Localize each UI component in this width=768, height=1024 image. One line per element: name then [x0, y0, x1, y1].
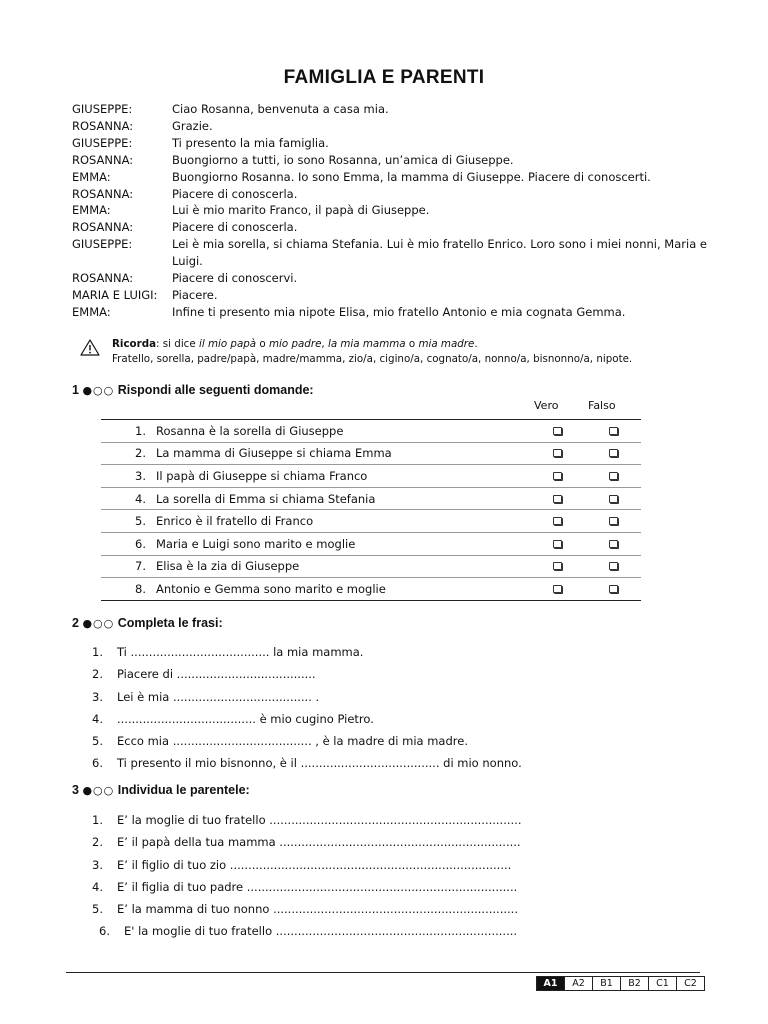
relations-list [92, 809, 562, 943]
item-text[interactable]: E’ il figlio di tuo zio ............................................................................. [117, 857, 512, 872]
speaker: ROSANNA: [72, 220, 134, 235]
table-row [101, 578, 641, 601]
true-checkbox[interactable] [553, 517, 562, 525]
note-line-2: Fratello, sorella, padre/papà, madre/mamma, zio/a, cigino/a, cognato/a, nonno/a, bisnonno/a, nipote. [112, 353, 633, 365]
dialogue-line [72, 304, 712, 321]
list-item [92, 730, 572, 752]
table-row [101, 510, 641, 533]
item-number: 6. [101, 532, 156, 555]
true-checkbox[interactable] [553, 540, 562, 548]
warning-icon [80, 339, 100, 356]
difficulty-dots: ●○○ [82, 784, 115, 797]
reminder-note [80, 337, 700, 367]
item-number: 5. [92, 734, 103, 749]
false-checkbox[interactable] [609, 427, 618, 435]
item-number: 2. [101, 442, 156, 465]
note-text: : si dice [156, 338, 199, 350]
false-checkbox[interactable] [609, 517, 618, 525]
statement: Maria e Luigi sono marito e moglie [156, 532, 529, 555]
list-item [92, 809, 562, 831]
true-checkbox[interactable] [553, 472, 562, 480]
item-number: 5. [92, 902, 103, 917]
dialogue-line [72, 169, 712, 186]
false-checkbox[interactable] [609, 585, 618, 593]
item-number: 4. [92, 879, 103, 894]
speaker: GIUSEPPE: [72, 237, 133, 252]
speaker: GIUSEPPE: [72, 135, 133, 150]
statement: Rosanna è la sorella di Giuseppe [156, 420, 529, 443]
speaker: EMMA: [72, 203, 111, 218]
dialogue [72, 101, 712, 321]
level-b2: B2 [620, 977, 648, 990]
item-number: 3. [92, 689, 103, 704]
speaker: ROSANNA: [72, 186, 134, 201]
statement: La mamma di Giuseppe si chiama Emma [156, 442, 529, 465]
level-c2: C2 [676, 977, 704, 990]
line-text: Grazie. [172, 118, 213, 133]
item-text[interactable]: E' la moglie di tuo fratello .................................................................. [124, 924, 518, 939]
section-title: Individua le parentele: [117, 783, 250, 797]
false-checkbox[interactable] [609, 472, 618, 480]
note-italic: la mia mamma [327, 338, 406, 350]
level-b1: B1 [592, 977, 620, 990]
true-checkbox[interactable] [553, 449, 562, 457]
statement: Antonio e Gemma sono marito e moglie [156, 581, 386, 596]
item-text[interactable]: E’ il papà della tua mamma .................................................................. [117, 835, 521, 850]
speaker: EMMA: [72, 304, 111, 319]
speaker: ROSANNA: [72, 271, 134, 286]
dialogue-line [72, 186, 712, 203]
item-number: 2. [92, 835, 103, 850]
list-item [92, 708, 572, 730]
table-row [101, 532, 641, 555]
item-text[interactable]: E’ il figlia di tuo padre .......................................................................... [117, 879, 518, 894]
difficulty-dots: ●○○ [82, 617, 115, 630]
list-item [92, 641, 572, 663]
dialogue-line [72, 101, 712, 118]
line-text: Infine ti presento mia nipote Elisa, mio fratello Antonio e mia cognata Gemma. [172, 304, 626, 319]
section-3-heading [72, 783, 250, 797]
item-number: 4. [92, 711, 103, 726]
list-item [92, 831, 562, 853]
note-text: . [474, 338, 478, 350]
speaker: ROSANNA: [72, 118, 134, 133]
item-number: 3. [101, 465, 156, 488]
item-text[interactable]: ...................................... è mio cugino Pietro. [117, 711, 374, 726]
footer-divider [66, 972, 700, 973]
speaker: EMMA: [72, 169, 111, 184]
section-number: 2 [72, 616, 79, 630]
table-row [101, 555, 641, 578]
table-row [101, 487, 641, 510]
line-text: Piacere di conoscerla. [172, 186, 298, 201]
item-text[interactable]: Ecco mia ...................................... , è la madre di mia madre. [117, 734, 468, 749]
note-italic: il mio papà [198, 338, 257, 350]
item-number: 8. [135, 581, 146, 596]
section-title: Completa le frasi: [117, 616, 223, 630]
item-number: 6. [99, 924, 110, 939]
dialogue-line [72, 135, 712, 152]
table-row [101, 465, 641, 488]
statement: Enrico è il fratello di Franco [156, 510, 529, 533]
section-title: Rispondi alle seguenti domande: [117, 383, 314, 397]
section-2-heading [72, 616, 223, 630]
note-italic: mia madre [418, 338, 475, 350]
list-item [92, 876, 562, 898]
true-false-table [101, 419, 641, 601]
item-number: 1. [92, 645, 103, 659]
false-checkbox[interactable] [609, 449, 618, 457]
line-text: Lui è mio marito Franco, il papà di Giuseppe. [172, 203, 430, 218]
fill-in-list [92, 641, 572, 775]
list-item [92, 686, 572, 708]
section-number: 3 [72, 783, 79, 797]
line-text: Ti presento la mia famiglia. [172, 135, 329, 150]
item-text[interactable]: Lei è mia ...................................... . [117, 689, 320, 704]
difficulty-dots: ●○○ [82, 384, 115, 397]
section-number: 1 [72, 383, 79, 397]
note-line-1 [112, 337, 700, 352]
line-text: Buongiorno Rosanna. Io sono Emma, la mamma di Giuseppe. Piacere di conoscerti. [172, 169, 651, 184]
level-c1: C1 [648, 977, 676, 990]
dialogue-line [72, 236, 712, 270]
table-row [101, 442, 641, 465]
item-number: 6. [92, 756, 103, 771]
note-text: o [405, 338, 419, 350]
item-text[interactable]: Piacere di ...................................... [117, 667, 316, 682]
item-number: 5. [101, 510, 156, 533]
item-text[interactable]: Ti presento il mio bisnonno, è il ...................................... di mio nonno. [117, 756, 522, 771]
false-checkbox[interactable] [609, 540, 618, 548]
false-checkbox[interactable] [609, 495, 618, 503]
dialogue-line [72, 270, 712, 287]
section-1-heading [72, 383, 314, 397]
item-number: 1. [92, 813, 103, 827]
column-false: Falso [588, 399, 616, 412]
line-text: Ciao Rosanna, benvenuta a casa mia. [172, 102, 389, 116]
dialogue-line [72, 152, 712, 169]
item-number: 2. [92, 667, 103, 682]
line-text: Piacere di conoscerla. [172, 220, 298, 235]
list-item [92, 663, 572, 685]
statement: Elisa è la zia di Giuseppe [156, 555, 529, 578]
statement: La sorella di Emma si chiama Stefania [156, 487, 529, 510]
false-checkbox[interactable] [609, 562, 618, 570]
line-text: Lei è mia sorella, si chiama Stefania. Lui è mio fratello Enrico. Loro sono i miei nonni, Maria e Luigi. [172, 237, 707, 269]
level-a1: A1 [537, 977, 564, 990]
speaker: ROSANNA: [72, 152, 134, 167]
speaker: MARIA E LUIGI: [72, 287, 158, 302]
item-text[interactable]: E’ la mamma di tuo nonno ................................................................... [117, 902, 518, 917]
list-item [92, 752, 572, 774]
item-number: 4. [101, 487, 156, 510]
item-number: 7. [101, 555, 156, 578]
level-indicator [536, 976, 705, 991]
dialogue-line [72, 287, 712, 304]
dialogue-line [72, 118, 712, 135]
table-row [101, 420, 641, 443]
item-text[interactable]: E’ la moglie di tuo fratello ..................................................................... [117, 813, 522, 827]
true-checkbox[interactable] [553, 585, 562, 593]
list-item [92, 920, 562, 942]
column-true: Vero [534, 399, 559, 412]
item-text[interactable]: Ti ...................................... la mia mamma. [117, 645, 364, 659]
item-number: 1. [101, 420, 156, 443]
item-number: 3. [92, 857, 103, 872]
note-italic: mio padre [268, 338, 322, 350]
speaker: GIUSEPPE: [72, 102, 133, 116]
level-a2: A2 [564, 977, 592, 990]
true-checkbox[interactable] [553, 495, 562, 503]
note-text: o [256, 338, 269, 350]
list-item [92, 854, 562, 876]
note-label: Ricorda [112, 338, 157, 350]
list-item [92, 898, 562, 920]
true-checkbox[interactable] [553, 562, 562, 570]
true-checkbox[interactable] [553, 427, 562, 435]
line-text: Piacere. [172, 287, 218, 302]
page-title: FAMIGLIA E PARENTI [283, 67, 485, 88]
line-text: Buongiorno a tutti, io sono Rosanna, un’amica di Giuseppe. [172, 152, 514, 167]
note-text: , [321, 338, 328, 350]
dialogue-line [72, 219, 712, 236]
line-text: Piacere di conoscervi. [172, 271, 298, 286]
statement: Il papà di Giuseppe si chiama Franco [156, 465, 529, 488]
dialogue-line [72, 202, 712, 219]
